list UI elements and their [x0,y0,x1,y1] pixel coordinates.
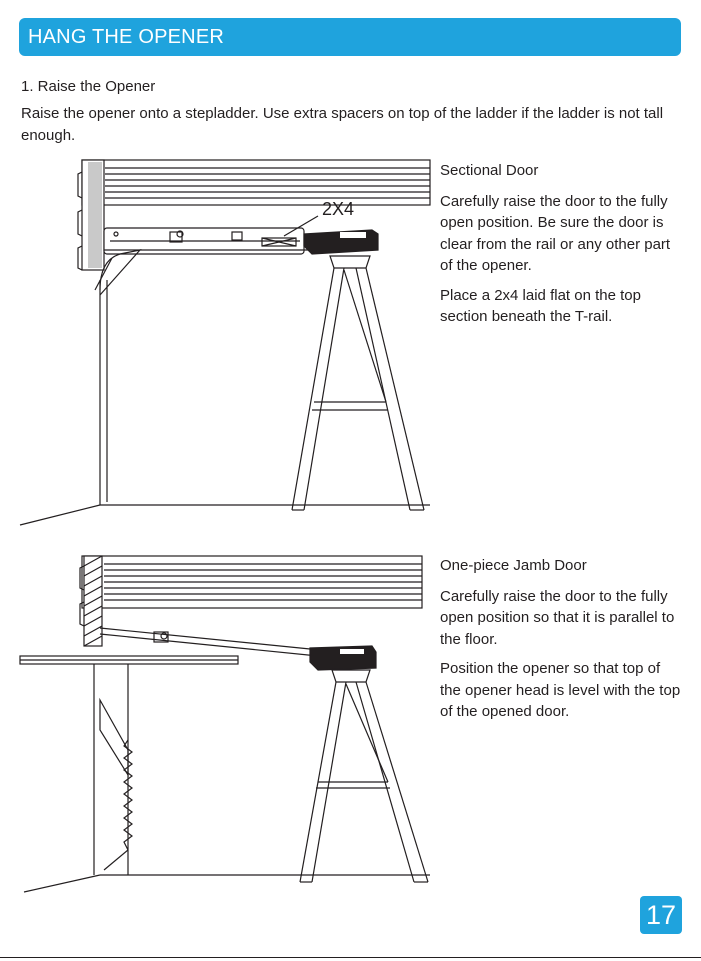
jamb-door-paragraph-1: Carefully raise the door to the fully open position so that it is parallel to the floor. [440,587,675,648]
sectional-door-illustration [0,150,440,530]
step-instructions: Raise the opener onto a stepladder. Use extra spacers on top of the ladder if the ladder is not tall enough. [21,105,664,144]
label-2x4: 2X4 [322,199,355,219]
section-title: HANG THE OPENER [28,26,224,48]
jamb-door-text [440,555,685,731]
jamb-door-subtitle: One-piece Jamb Door [440,557,587,574]
sectional-door-paragraph-1: Carefully raise the door to the fully open position. Be sure the door is clear from the rail or any other part of the opener. [440,192,671,274]
sectional-door-paragraph-2: Place a 2x4 laid flat on the top section beneath the T-rail. [440,286,641,325]
section-banner [19,18,681,56]
sectional-door-text [440,160,685,336]
bottom-divider [0,957,701,958]
step-title: 1. Raise the Opener [21,78,156,95]
jamb-door-illustration [0,550,440,900]
page-number: 17 [640,896,682,934]
sectional-door-subtitle: Sectional Door [440,162,539,179]
jamb-door-paragraph-2: Position the opener so that top of the opener head is level with the top of the opened door. [440,660,681,720]
